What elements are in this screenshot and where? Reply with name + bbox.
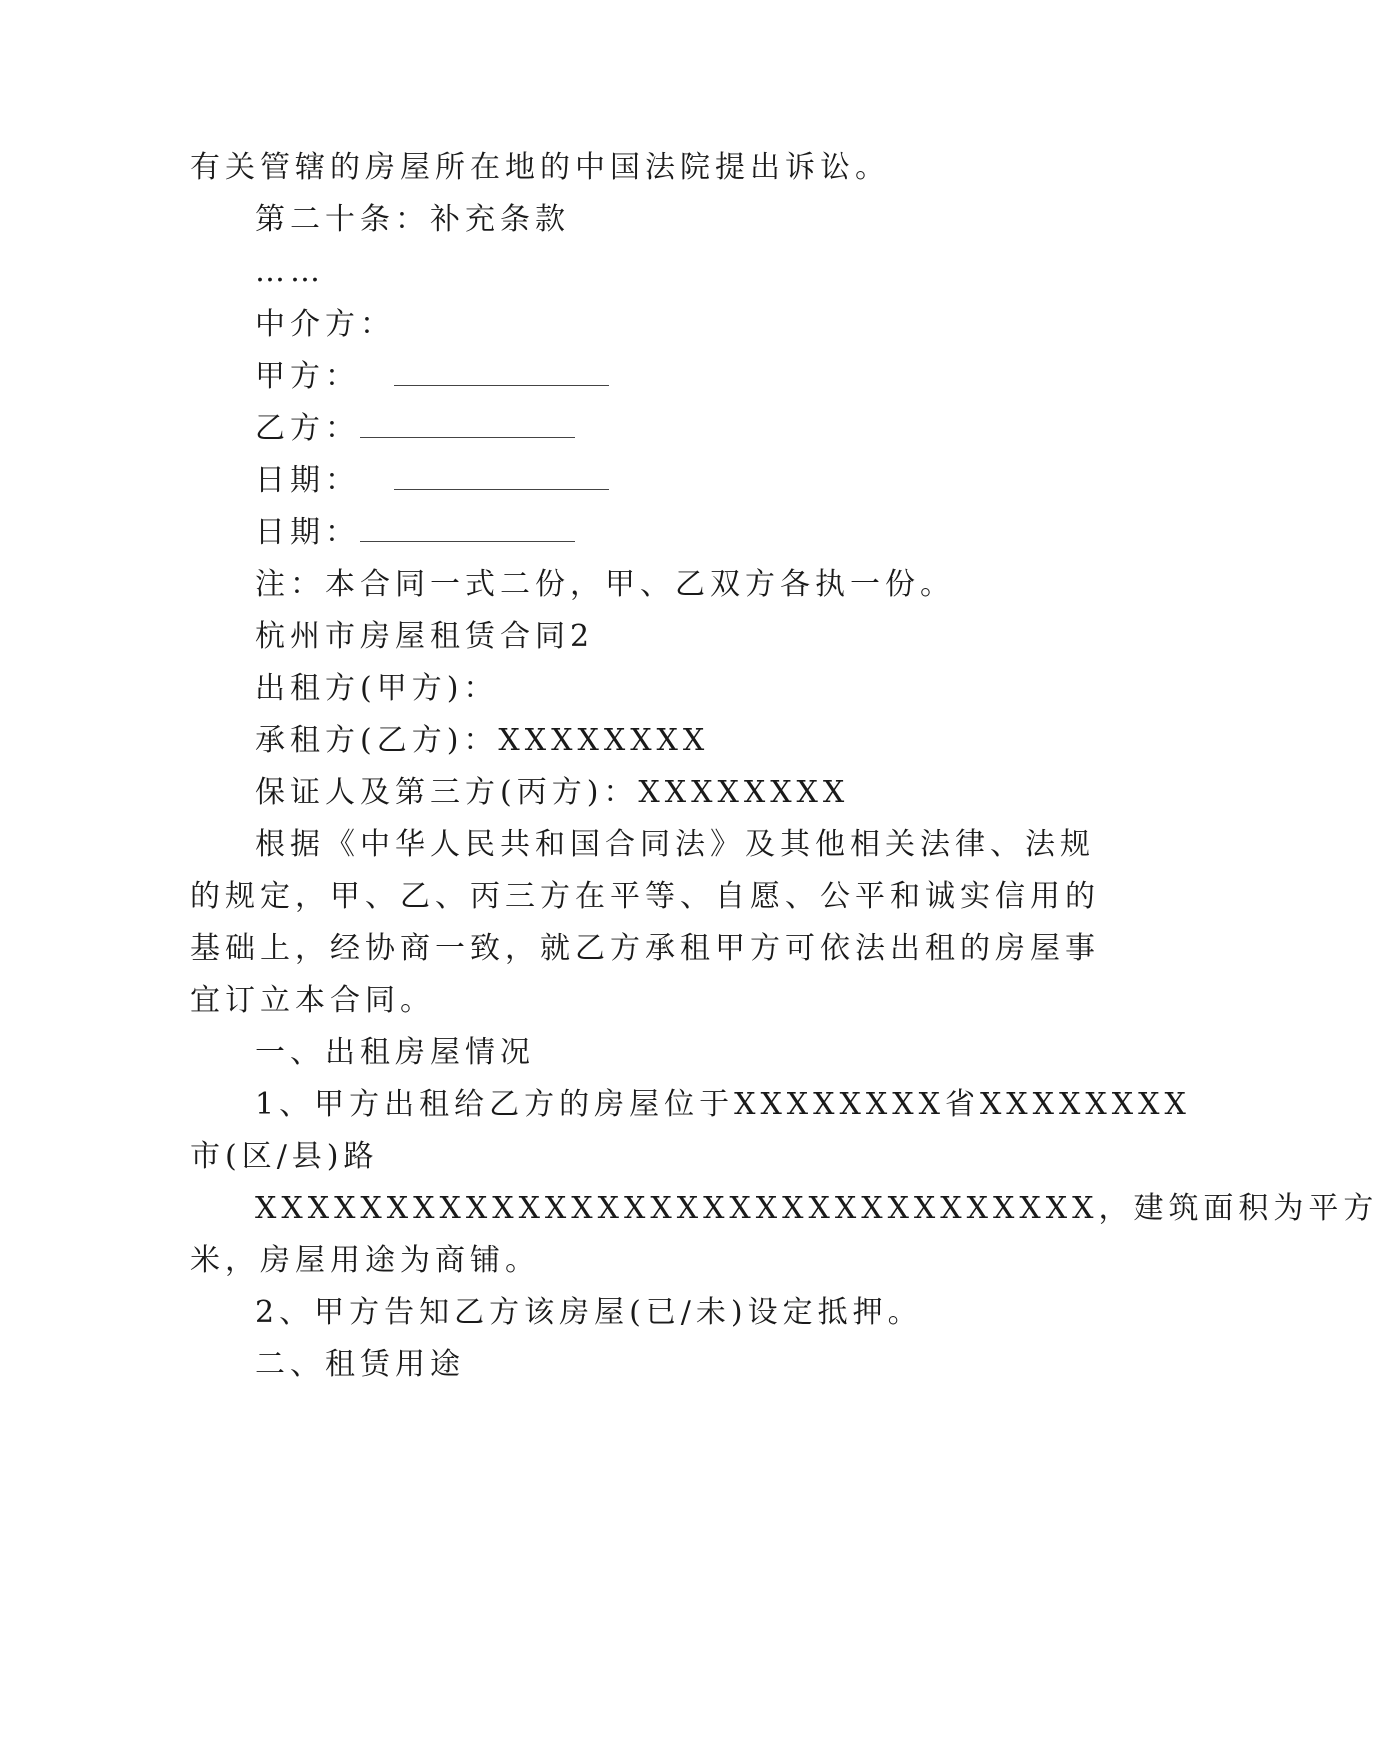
paragraph-line: 基础上，经协商一致，就乙方承租甲方可依法出租的房屋事 [190,931,1100,966]
paragraph-line: 的规定，甲、乙、丙三方在平等、自愿、公平和诚实信用的 [190,879,1100,914]
contract-title: 杭州市房屋租赁合同2 [255,619,595,654]
intermediary-label: 中介方： [255,307,395,342]
paragraph-line: 1、甲方出租给乙方的房屋位于XXXXXXXX省XXXXXXXX [255,1087,1191,1122]
paragraph-line: 根据《中华人民共和国合同法》及其他相关法律、法规 [255,827,1095,862]
date-label: 日期： [255,515,360,550]
paragraph-line: 市(区/县)路 [190,1139,379,1174]
date-line-2 [255,513,575,553]
party-b-signature-line [255,409,575,449]
date-label: 日期： [255,463,360,498]
date-blank [394,463,609,490]
guarantor-line: 保证人及第三方(丙方)：XXXXXXXX [255,775,850,810]
date-blank [360,515,575,542]
note-line: 注：本合同一式二份，甲、乙双方各执一份。 [255,567,955,602]
party-a-signature-line [255,357,609,397]
ellipsis-line: …… [255,254,325,289]
paragraph-line: 2、甲方告知乙方该房屋(已/未)设定抵押。 [255,1295,923,1330]
paragraph-line: 有关管辖的房屋所在地的中国法院提出诉讼。 [190,150,890,185]
section-heading: 一、出租房屋情况 [255,1035,535,1070]
lessee-line: 承租方(乙方)：XXXXXXXX [255,723,710,758]
party-b-label: 乙方： [255,411,360,446]
section-heading: 二、租赁用途 [255,1347,465,1382]
date-line-1 [255,461,609,501]
paragraph-line: 米，房屋用途为商铺。 [190,1243,540,1278]
signature-blank [394,359,609,386]
paragraph-line: XXXXXXXXXXXXXXXXXXXXXXXXXXXXXXXX，建筑面积为平方 [255,1191,1378,1226]
party-a-label: 甲方： [255,359,360,394]
article-heading: 第二十条：补充条款 [255,202,570,237]
signature-blank [360,411,575,438]
paragraph-line: 宜订立本合同。 [190,983,435,1018]
lessor-label: 出租方(甲方)： [255,671,499,706]
